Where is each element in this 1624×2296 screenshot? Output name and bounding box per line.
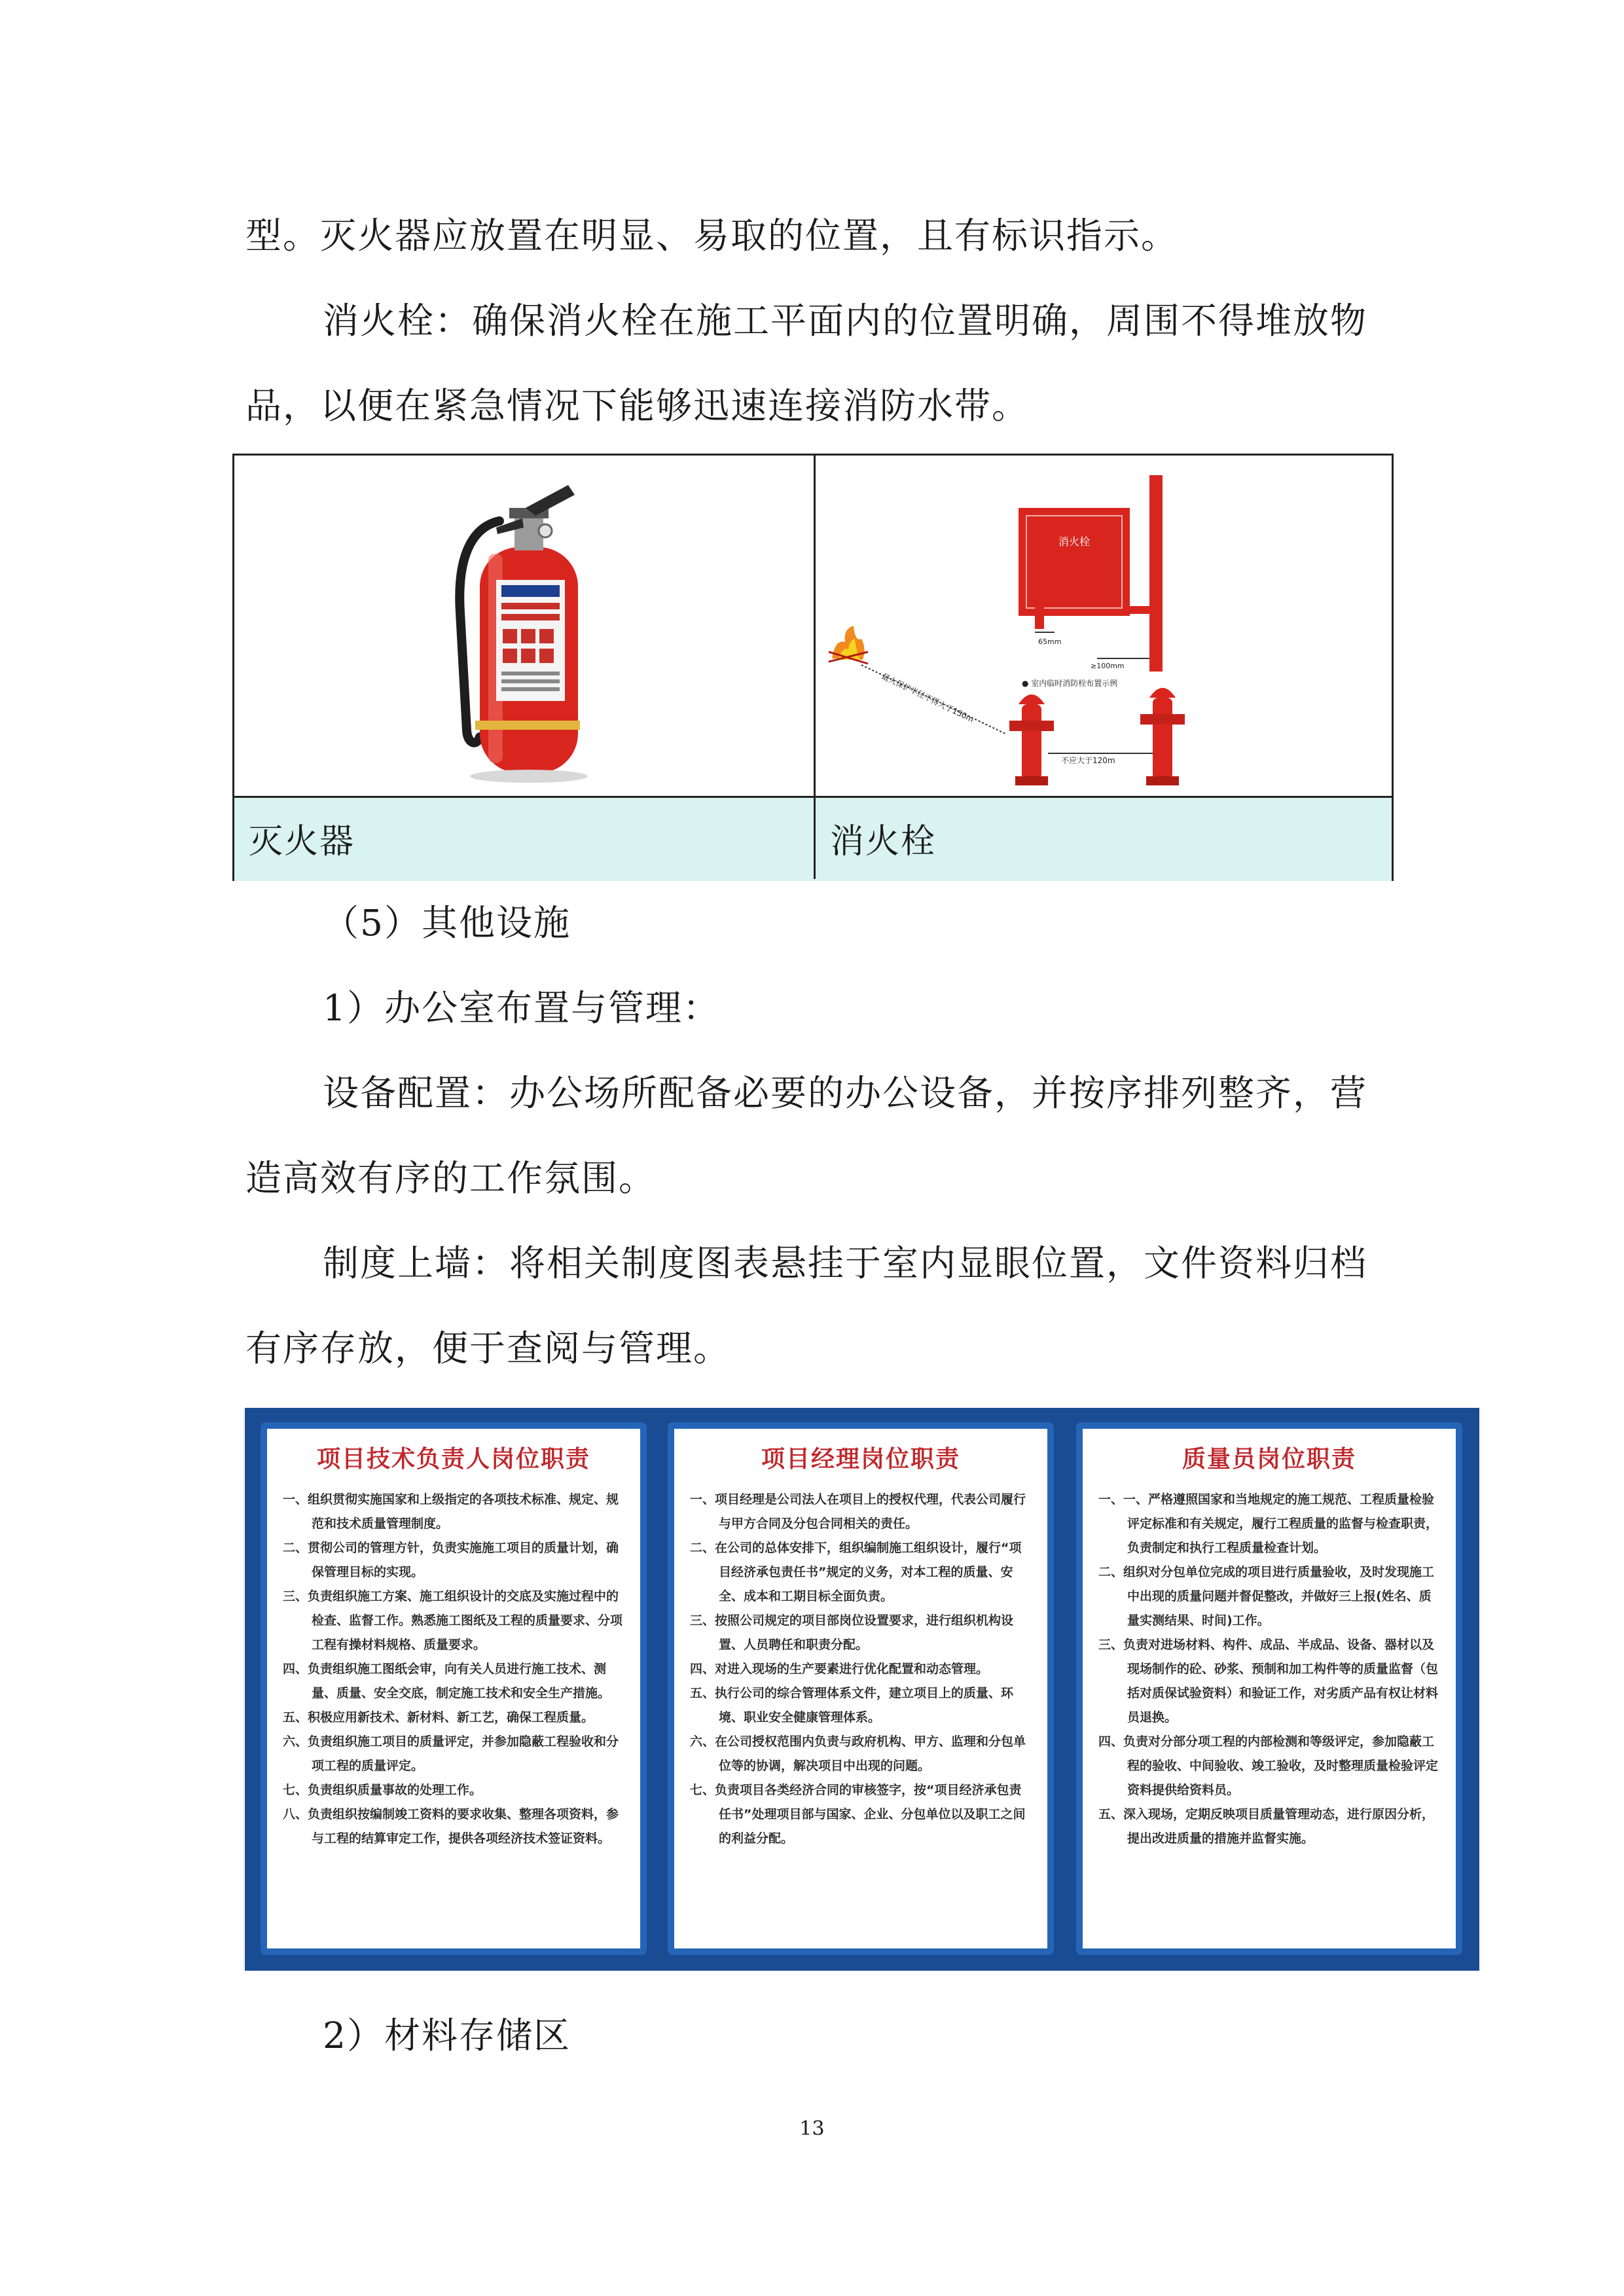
poster-item: 二、贯彻公司的管理方针，负责实施施工项目的质量计划，确保管理目标的实现。: [283, 1541, 619, 1579]
duty-posters-image: [245, 1408, 1479, 1971]
figure-table: [232, 454, 1394, 881]
subsection-material-storage: 2）材料存储区: [323, 2015, 571, 2056]
subsection-office-layout: 1）办公室布置与管理：: [323, 987, 720, 1029]
page-number: 13: [799, 2117, 825, 2140]
spacing-label: 不应大于120m: [1061, 756, 1115, 765]
poster-item: 五、执行公司的综合管理体系文件，建立项目上的质量、环境、职业安全健康管理体系。: [690, 1686, 1014, 1725]
poster-title: 项目经理岗位职责: [761, 1446, 960, 1473]
poster-items: [283, 1488, 624, 1851]
poster-item: 一、组织贯彻实施国家和上级指定的各项技术标准、规定、规范和技术质量管理制度。: [283, 1492, 619, 1531]
poster-title: 质量员岗位职责: [1182, 1446, 1356, 1473]
poster-project-manager: [668, 1422, 1054, 1955]
poster-item: 八、负责组织按编制竣工资料的要求收集、整理各项资料，参与工程的结算审定工作，提供各项经济技术签证资料。: [283, 1807, 619, 1846]
poster-item: 六、负责组织施工项目的质量评定，并参加隐蔽工程验收和分项工程的质量评定。: [283, 1734, 619, 1773]
paragraph-equipment-line1: 设备配置：办公场所配备必要的办公设备，并按序排列整齐，营: [323, 1072, 1368, 1114]
paragraph-rules-line1: 制度上墙：将相关制度图表悬挂于室内显眼位置，文件资料归档: [323, 1242, 1368, 1284]
paragraph-rules-line2: 有序存放，便于查阅与管理。: [245, 1327, 731, 1369]
poster-item: 二、在公司的总体安排下，组织编制施工组织设计，履行“项目经济承包责任书”规定的义务，对本工程的质量、安全、成本和工期目标全面负责。: [690, 1541, 1022, 1604]
section-heading-other-facilities: （5）其他设施: [323, 902, 571, 944]
paragraph-hydrant-line2: 品，以便在紧急情况下能够迅速连接消防水带。: [245, 385, 1030, 427]
caption-fire-hydrant: 消火栓: [830, 822, 937, 861]
poster-items: [1098, 1488, 1440, 1851]
table-divider-vertical-overlay: [814, 456, 816, 879]
poster-item: 一、一、严格遵照国家和当地规定的施工规范、工程质量检验评定标准和有关规定，履行工程质量的监督与检查职责，负责制定和执行工程质量检查计划。: [1098, 1492, 1439, 1555]
poster-item: 三、按照公司规定的项目部岗位设置要求，进行组织机构设置、人员聘任和职责分配。: [690, 1613, 1014, 1652]
poster-technical-lead: [261, 1422, 647, 1955]
poster-item: 三、负责对进场材料、构件、成品、半成品、设备、器材以及现场制作的砼、砂浆、预制和加工构件等的质量监督（包括对质保试验资料）和验证工作，对劣质产品有权让材料员退换。: [1098, 1638, 1439, 1725]
radius-label: 最大保护半径不得大于150m: [880, 672, 975, 725]
poster-item: 二、组织对分包单位完成的项目进行质量验收，及时发现施工中出现的质量问题并督促整改，并做好三上报(姓名、质量实测结果、时间)工作。: [1098, 1565, 1435, 1628]
caption-row: [234, 798, 1392, 881]
fire-extinguisher-image: [346, 469, 712, 789]
hydrant-box-label: 消火栓: [1058, 535, 1091, 548]
paragraph-fire-extinguisher-placement: 型。灭火器应放置在明显、易取的位置，且有标识指示。: [245, 215, 1179, 257]
poster-item: 三、负责组织施工方案、施工组织设计的交底及实施过程中的检查、监督工作。熟悉施工图纸及工程的质量要求、分项工程有操材料规格、质量要求。: [283, 1589, 623, 1652]
poster-item: 四、负责对分部分项工程的内部检测和等级评定，参加隐蔽工程的验收、中间验收、竣工验收，及时整理质量检验评定资料提供给资料员。: [1098, 1734, 1439, 1797]
paragraph-hydrant-line1: 消火栓：确保消火栓在施工平面内的位置明确，周围不得堆放物: [323, 300, 1368, 342]
poster-item: 四、对进入现场的生产要素进行优化配置和动态管理。: [690, 1662, 989, 1676]
hydrant-note: ● 室内临时消防栓布置示例: [1022, 679, 1118, 688]
paragraph-equipment-line2: 造高效有序的工作氛围。: [245, 1157, 657, 1199]
poster-item: 五、积极应用新技术、新材料、新工艺，确保工程质量。: [283, 1710, 594, 1725]
fire-hydrant-diagram: [816, 456, 1392, 796]
fire-icon: [829, 626, 868, 664]
poster-title: 项目技术负责人岗位职责: [316, 1446, 590, 1473]
dim-100-label: ≥100mm: [1091, 662, 1125, 670]
poster-item: 一、项目经理是公司法人在项目上的授权代理，代表公司履行与甲方合同及分包合同相关的责任。: [690, 1492, 1026, 1531]
poster-item: 五、深入现场，定期反映项目质量管理动态，进行原因分析，提出改进质量的措施并监督实施。: [1098, 1807, 1435, 1846]
poster-item: 六、在公司授权范围内负责与政府机构、甲方、监理和分包单位等的协调，解决项目中出现的问题。: [690, 1734, 1026, 1773]
poster-item: 七、负责项目各类经济合同的审核签字，按“项目经济承包责任书”处理项目部与国家、企业、分包单位以及职工之间的利益分配。: [690, 1783, 1026, 1846]
poster-items: [690, 1488, 1032, 1851]
poster-item: 七、负责组织质量事故的处理工作。: [283, 1783, 482, 1797]
fire-hydrant-icon: [1009, 694, 1054, 785]
caption-fire-extinguisher: 灭火器: [249, 822, 355, 861]
fire-hydrant-icon: [1140, 688, 1185, 785]
poster-quality-inspector: [1076, 1422, 1462, 1955]
dim-65-label: 65mm: [1038, 637, 1062, 646]
poster-item: 四、负责组织施工图纸会审，向有关人员进行施工技术、测量、质量、安全交底，制定施工技术和安全生产措施。: [283, 1662, 611, 1700]
